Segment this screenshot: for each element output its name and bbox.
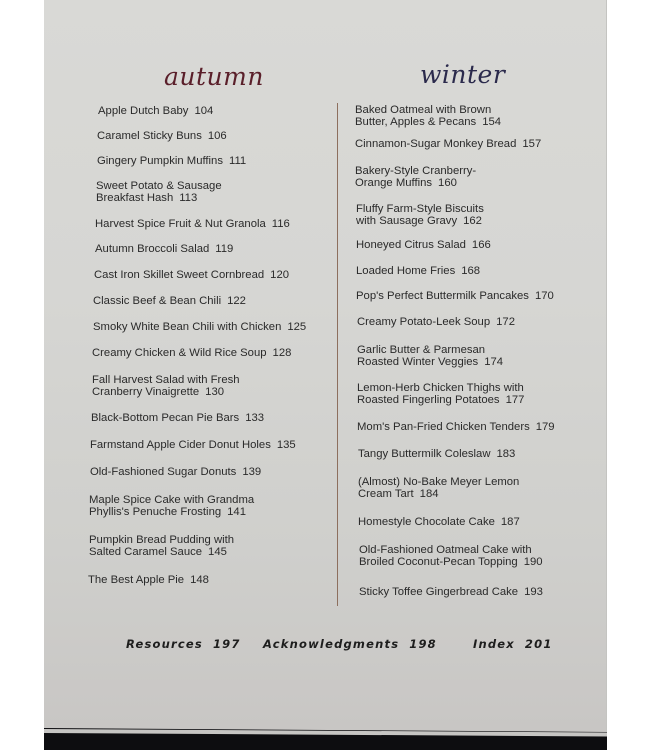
recipe-title-line: Old-Fashioned Oatmeal Cake with xyxy=(359,544,532,556)
back-matter-index xyxy=(473,637,553,651)
back-matter-page: 197 xyxy=(212,637,241,651)
recipe-title-line xyxy=(356,239,491,251)
recipe-title: Cinnamon-Sugar Monkey Bread xyxy=(355,138,517,150)
recipe-entry xyxy=(91,412,264,424)
recipe-page-number: 172 xyxy=(496,316,515,328)
recipe-entry xyxy=(89,494,254,519)
recipe-page-number: 170 xyxy=(534,290,554,302)
recipe-title: The Best Apple Pie xyxy=(88,574,185,586)
recipe-title: Creamy Chicken & Wild Rice Soup xyxy=(92,347,267,359)
recipe-page-number: 162 xyxy=(463,215,482,228)
recipe-title-line xyxy=(356,290,554,302)
recipe-title-line xyxy=(97,155,246,167)
recipe-page-number: 120 xyxy=(270,269,290,281)
back-matter-resources xyxy=(126,637,241,651)
recipe-title-line xyxy=(93,321,306,333)
recipe-entry xyxy=(355,138,541,150)
recipe-entry xyxy=(357,421,555,433)
recipe-title-line xyxy=(357,356,503,368)
recipe-entry xyxy=(97,155,246,167)
recipe-title-line xyxy=(89,506,254,518)
recipe-title: Harvest Spice Fruit & Nut Granola xyxy=(95,218,266,230)
recipe-page-number: 141 xyxy=(227,506,246,519)
recipe-title: Farmstand Apple Cider Donut Holes xyxy=(90,439,271,451)
recipe-page-number: 128 xyxy=(272,347,292,359)
back-matter-page: 198 xyxy=(409,637,437,651)
recipe-entry xyxy=(96,180,222,205)
recipe-page-number: 122 xyxy=(227,295,246,307)
recipe-title-line xyxy=(98,105,213,117)
recipe-title-line xyxy=(88,574,209,586)
recipe-title: Old-Fashioned Sugar Donuts xyxy=(90,466,237,478)
recipe-title: Tangy Buttermilk Coleslaw xyxy=(358,448,491,460)
recipe-title-line xyxy=(359,586,543,598)
recipe-page-number: 113 xyxy=(179,192,198,205)
recipe-entry xyxy=(93,295,246,307)
recipe-title-line xyxy=(357,316,515,328)
recipe-page-number: 154 xyxy=(482,116,502,129)
recipe-title-line: Fall Harvest Salad with Fresh xyxy=(92,374,240,386)
recipe-title-line xyxy=(92,386,240,398)
recipe-title-line xyxy=(358,448,515,460)
recipe-title: Autumn Broccoli Salad xyxy=(95,243,210,255)
recipe-page-number: 187 xyxy=(500,516,520,528)
recipe-title-line xyxy=(355,116,501,128)
recipe-title-line xyxy=(90,439,296,451)
recipe-entry xyxy=(357,382,524,407)
recipe-entry xyxy=(357,344,503,369)
recipe-page-number: 190 xyxy=(523,556,543,569)
recipe-title-line xyxy=(357,421,555,433)
recipe-page-number: 125 xyxy=(287,321,307,333)
recipe-title-line: Garlic Butter & Parmesan xyxy=(357,344,486,356)
heading-winter: winter xyxy=(420,60,506,89)
recipe-title: Cranberry Vinaigrette xyxy=(92,386,200,399)
recipe-page-number: 104 xyxy=(194,105,214,117)
recipe-title-line: Baked Oatmeal with Brown xyxy=(355,104,492,116)
recipe-page-number: 116 xyxy=(271,218,290,230)
recipe-title-line xyxy=(96,192,222,204)
recipe-title: Roasted Fingerling Potatoes xyxy=(357,394,500,407)
recipe-title-line xyxy=(97,130,227,142)
heading-autumn: autumn xyxy=(164,62,264,91)
recipe-entry xyxy=(356,239,491,251)
recipe-page-number: 111 xyxy=(229,155,247,167)
recipe-title-line xyxy=(89,546,234,558)
recipe-page-number: 157 xyxy=(522,138,542,150)
recipe-title: Smoky White Bean Chili with Chicken xyxy=(93,321,282,333)
recipe-entry xyxy=(93,321,306,333)
recipe-title: Pop's Perfect Buttermilk Pancakes xyxy=(356,290,529,302)
recipe-title: Cream Tart xyxy=(358,488,414,501)
recipe-entry xyxy=(89,534,234,559)
recipe-title-line: Maple Spice Cake with Grandma xyxy=(89,494,255,506)
recipe-page-number: 177 xyxy=(505,394,525,407)
recipe-title-line xyxy=(90,466,261,478)
recipe-entry xyxy=(359,586,543,598)
recipe-title-line: Lemon-Herb Chicken Thighs with xyxy=(357,382,524,394)
recipe-title: with Sausage Gravy xyxy=(356,215,458,228)
recipe-title-line xyxy=(94,269,289,281)
recipe-entry xyxy=(359,544,543,569)
recipe-entry xyxy=(90,466,261,478)
recipe-title: Orange Muffins xyxy=(355,177,433,190)
recipe-page-number: 179 xyxy=(535,421,555,433)
recipe-entry xyxy=(357,316,515,328)
recipe-entry xyxy=(97,130,227,142)
recipe-page-number: 193 xyxy=(524,586,543,598)
recipe-page-number: 119 xyxy=(215,243,234,255)
recipe-title: Breakfast Hash xyxy=(96,192,174,205)
recipe-page-number: 166 xyxy=(471,239,491,251)
recipe-title-line xyxy=(93,295,246,307)
back-matter-acknowledgments xyxy=(263,637,437,651)
recipe-entry xyxy=(92,347,291,359)
recipe-title-line xyxy=(95,218,290,230)
recipe-page-number: 184 xyxy=(419,488,439,501)
recipe-title: Loaded Home Fries xyxy=(356,265,456,277)
recipe-entry xyxy=(88,574,209,586)
recipe-entry xyxy=(355,165,476,190)
recipe-title-line xyxy=(95,243,233,255)
recipe-entry xyxy=(95,218,290,230)
recipe-title-line xyxy=(91,412,264,424)
recipe-title: Phyllis's Penuche Frosting xyxy=(89,506,222,519)
recipe-title: Roasted Winter Veggies xyxy=(357,356,479,369)
column-divider xyxy=(337,103,338,606)
recipe-title-line xyxy=(92,347,291,359)
recipe-title: Apple Dutch Baby xyxy=(98,105,189,117)
recipe-title: Caramel Sticky Buns xyxy=(97,130,202,142)
recipe-entry xyxy=(98,105,213,117)
recipe-title-line xyxy=(358,516,520,528)
recipe-title-line: Fluffy Farm-Style Biscuits xyxy=(356,203,484,215)
recipe-entry xyxy=(358,476,519,501)
recipe-title: Sticky Toffee Gingerbread Cake xyxy=(359,586,519,598)
recipe-entry xyxy=(92,374,240,399)
recipe-title: Gingery Pumpkin Muffins xyxy=(97,155,223,167)
recipe-entry xyxy=(356,265,480,277)
recipe-entry xyxy=(356,290,554,302)
recipe-page-number: 183 xyxy=(496,448,516,460)
recipe-entry xyxy=(94,269,289,281)
recipe-page-number: 106 xyxy=(207,130,227,142)
recipe-title-line xyxy=(357,394,524,406)
back-matter-label: Acknowledgments xyxy=(263,637,400,651)
recipe-page-number: 174 xyxy=(484,356,504,369)
recipe-title: Homestyle Chocolate Cake xyxy=(358,516,495,528)
back-matter-page: 201 xyxy=(524,637,553,651)
recipe-page-number: 160 xyxy=(438,177,457,190)
recipe-entry xyxy=(355,104,501,129)
recipe-title: Broiled Coconut-Pecan Topping xyxy=(359,556,518,569)
recipe-title-line: Pumpkin Bread Pudding with xyxy=(89,534,235,546)
recipe-title-line: Bakery-Style Cranberry- xyxy=(355,165,477,177)
recipe-title: Black-Bottom Pecan Pie Bars xyxy=(91,412,240,424)
recipe-page-number: 130 xyxy=(205,386,225,399)
recipe-title: Mom's Pan-Fried Chicken Tenders xyxy=(357,421,530,433)
recipe-title-line xyxy=(355,177,476,189)
recipe-title: Cast Iron Skillet Sweet Cornbread xyxy=(94,269,265,281)
recipe-title-line xyxy=(356,265,480,277)
recipe-page-number: 145 xyxy=(208,546,227,559)
recipe-title-line xyxy=(358,488,519,500)
recipe-title-line: Sweet Potato & Sausage xyxy=(96,180,222,192)
recipe-title-line xyxy=(356,215,484,227)
recipe-entry xyxy=(95,243,233,255)
recipe-entry xyxy=(90,439,296,451)
recipe-title-line xyxy=(359,556,543,568)
recipe-page-number: 168 xyxy=(461,265,481,277)
recipe-entry xyxy=(358,448,515,460)
recipe-page-number: 133 xyxy=(245,412,265,424)
recipe-title-line: (Almost) No-Bake Meyer Lemon xyxy=(358,476,520,488)
recipe-title-line xyxy=(355,138,541,150)
recipe-title: Creamy Potato-Leek Soup xyxy=(357,316,491,328)
recipe-page-number: 135 xyxy=(276,439,296,451)
recipe-entry xyxy=(356,203,484,228)
recipe-page-number: 148 xyxy=(190,574,209,586)
recipe-title: Salted Caramel Sauce xyxy=(89,546,203,559)
back-matter-label: Resources xyxy=(126,637,203,651)
recipe-entry xyxy=(358,516,520,528)
back-matter-label: Index xyxy=(473,637,515,651)
recipe-title: Honeyed Citrus Salad xyxy=(356,239,466,251)
recipe-title: Classic Beef & Bean Chili xyxy=(93,295,222,307)
recipe-title: Butter, Apples & Pecans xyxy=(355,116,477,129)
recipe-page-number: 139 xyxy=(242,466,262,478)
